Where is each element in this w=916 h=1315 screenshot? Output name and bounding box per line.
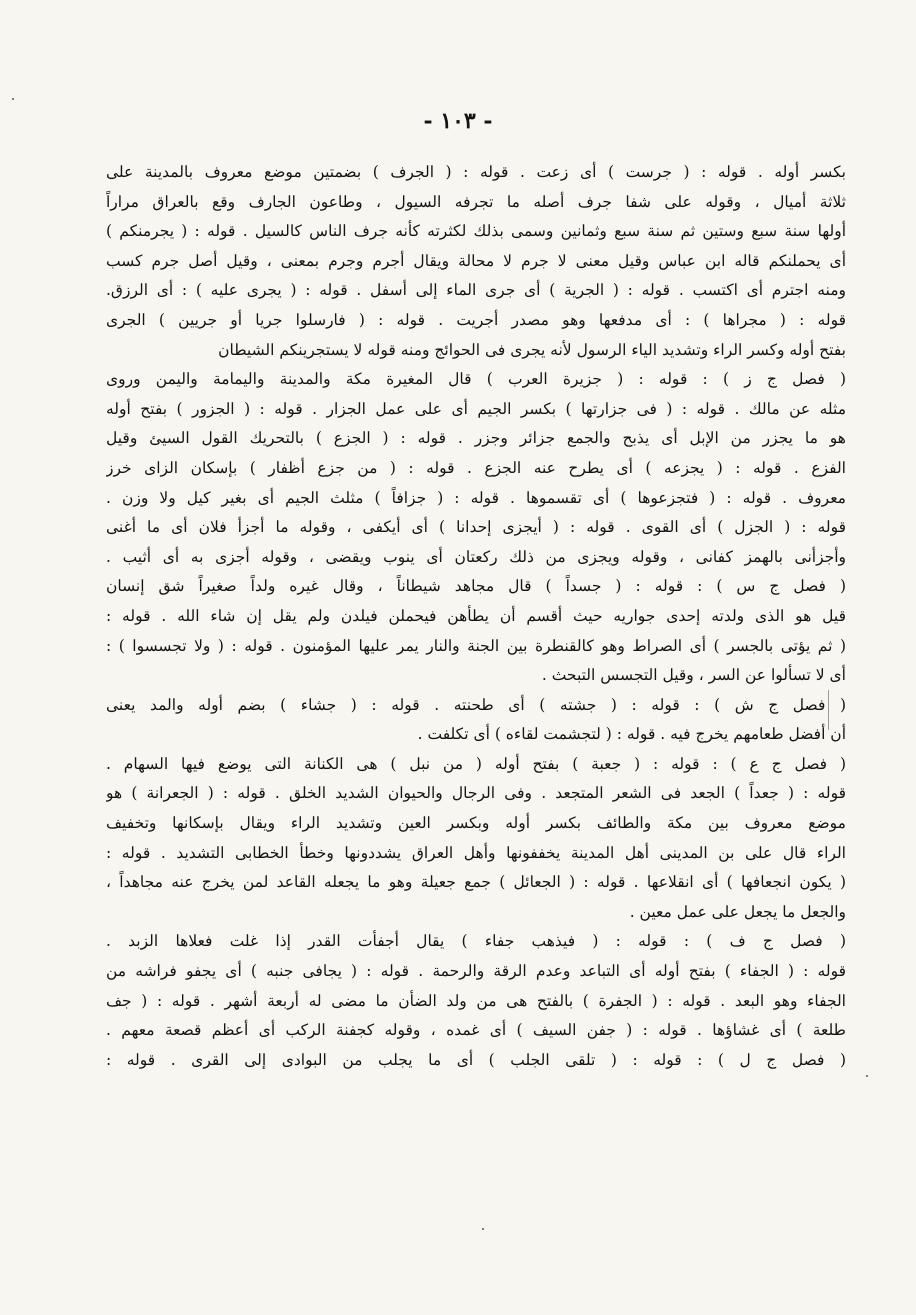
section-heading-line: ( فصل ج ز ) : قوله : ( جزيرة العرب ) قال المغيرة مكة والمدينة واليمامة واليمن وروى bbox=[106, 370, 846, 389]
text-line: بفتح أوله وكسر الراء وتشديد الياء الرسول لأنه يجرى فى الحوائج ومنه قوله لا يستجرينكم الشيطان bbox=[218, 340, 846, 359]
text-line: أولها سنة سبع وستين ثم سنة سبع وثمانين وسمى بذلك لكثرته كأنه جرف الناس كالسيل . قوله : ( يجرمنكم ) bbox=[106, 222, 846, 241]
section-heading-line: ( فصل ج ل ) : قوله : ( تلقى الجلب ) أى ما يجلب من البوادى إلى القرى . قوله : bbox=[106, 1050, 846, 1069]
text-line: موضع معروف بين مكة والطائف بكسر أوله وبكسر العين وتشديد الراء ويقال بإسكانها وتخفيف bbox=[106, 814, 846, 833]
text-line: أى لا تسألوا عن السر ، وقيل التجسس التبحث . bbox=[541, 666, 846, 685]
text-line: قوله : ( مجراها ) : أى مدفعها وهو مصدر أجريت . قوله : ( فارسلوا جريا أو جريين ) الجرى bbox=[106, 310, 846, 329]
text-line: معروف . قوله : ( فتجزعوها ) أى تقسموها . قوله : ( جزافاً ) مثلث الجيم أى بغير كيل ولا وزن . bbox=[106, 488, 846, 507]
page-number: - ١٠٣ - bbox=[423, 108, 493, 134]
text-line: قيل هو الذى ولدته إحدى جواريه حيث أقسم أن يطأهن فيحملن فيلدن ولم يقل إن شاء الله . قوله : bbox=[106, 606, 846, 625]
text-line: الراء قال على بن المدينى أهل المدينة يخففونها وأهل العراق يشددونها وخطأ الخطابى التشديد . قوله : bbox=[106, 843, 846, 862]
page-speck bbox=[12, 98, 14, 100]
text-line: وأجزأنى بالهمز كفانى ، وقوله ويجزى من ذلك ركعتان أى ينوب ويقضى ، وقوله أجزى به أى أثيب . bbox=[106, 547, 846, 566]
text-line: ثلاثة أميال ، وقوله على شفا جرف أصله ما تجرفه السيول ، وطاعون الجارف وقع بالعراق مراراً bbox=[106, 192, 846, 211]
text-line: ( ثم يؤتى بالجسر ) أى الصراط وهو كالقنطرة بين الجنة والنار يمر عليها المؤمنون . قوله : ( ولا تجسسوا ) : bbox=[106, 636, 846, 655]
text-line: أن أفضل طعامهم يخرج فيه . قوله : ( لتجشمت لقاءه ) أى تكلفت . bbox=[417, 725, 846, 744]
text-line: قوله : ( الجزل ) أى القوى . قوله : ( أيجزى إحدانا ) أى أيكفى ، وقوله ما أجزأ فلان أى ما أغنى bbox=[106, 518, 846, 537]
text-line: والجعل ما يجعل على عمل معين . bbox=[629, 902, 846, 921]
section-heading-line: ( فصل ج ش ) : قوله : ( جشته ) أى طحنته . قوله : ( جشاء ) بضم أوله والمد يعنى bbox=[106, 695, 846, 714]
text-line: مثله عن مالك . قوله : ( فى جزارتها ) بكسر الجيم أى على عمل الجزار . قوله : ( الجزور ) بفتح أوله bbox=[106, 399, 846, 418]
text-line: ومنه اجترم أى اكتسب . قوله : ( الجرية ) أى جرى الماء إلى أسفل . قوله : ( يجرى عليه ) : أى الرزق. bbox=[106, 281, 846, 300]
text-line: قوله : ( الجفاء ) بفتح أوله أى التباعد وعدم الرقة والرحمة . قوله : ( يجافى جنبه ) أى يجفو فراشه من bbox=[106, 962, 846, 981]
section-heading-line: ( فصل ج ف ) : قوله : ( فيذهب جفاء ) يقال أجفأت القدر إذا غلت فعلاها الزبد . bbox=[106, 932, 846, 951]
text-line: الجفاء وهو البعد . قوله : ( الجفرة ) بالفتح هى من ولد الضأن ما مضى له أربعة أشهر . قوله : ( جف bbox=[106, 991, 846, 1010]
text-line: طلعة ) أى غشاؤها . قوله : ( جفن السيف ) أى غمده ، وقوله كجفنة الركب أى أعظم قصعة معهم . bbox=[106, 1021, 846, 1040]
text-line: ( يكون انجعافها ) أى انقلاعها . قوله : ( الجعائل ) جمع جعيلة وهو ما يجعله القاعد لمن يخرج عنه مجاهداً ، bbox=[106, 873, 846, 892]
page-speck bbox=[866, 1075, 868, 1077]
page-speck bbox=[482, 1228, 484, 1230]
section-heading-line: ( فصل ج س ) : قوله : ( جسداً ) قال مجاهد شيطاناً ، وقال غيره ولداً صغيراً شق إنسان bbox=[106, 577, 846, 596]
text-line: قوله : ( جعداً ) الجعد فى الشعر المتجعد . وفى الرجال والحيوان الشديد الخلق . قوله : ( الجعرانة ) هو bbox=[106, 784, 846, 803]
section-heading-line: ( فصل ج ع ) : قوله : ( جعبة ) بفتح أوله ( من نبل ) هى الكنانة التى يوضع فيها السهام . bbox=[106, 754, 846, 773]
text-line: الفزع . قوله : ( يجزعه ) أى يطرح عنه الجزع . قوله : ( من جزع أظفار ) بإسكان الزاى خرز bbox=[106, 458, 846, 477]
text-line: هو ما يجزر من الإبل أى يذبح والجمع جزائر وجزر . قوله : ( الجزع ) بالتحريك القول السيئ وقيل bbox=[106, 429, 846, 448]
body-text bbox=[106, 158, 846, 1075]
text-line: أى يحملنكم قاله ابن عباس وقيل معنى لا جرم لا محالة ويقال أجرم وجرم بمعنى ، وقيل أصل جرم كسب bbox=[106, 251, 846, 270]
text-line: بكسر أوله . قوله : ( جرست ) أى زعت . قوله : ( الجرف ) بضمتين موضع معروف بالمدينة على bbox=[106, 163, 846, 181]
